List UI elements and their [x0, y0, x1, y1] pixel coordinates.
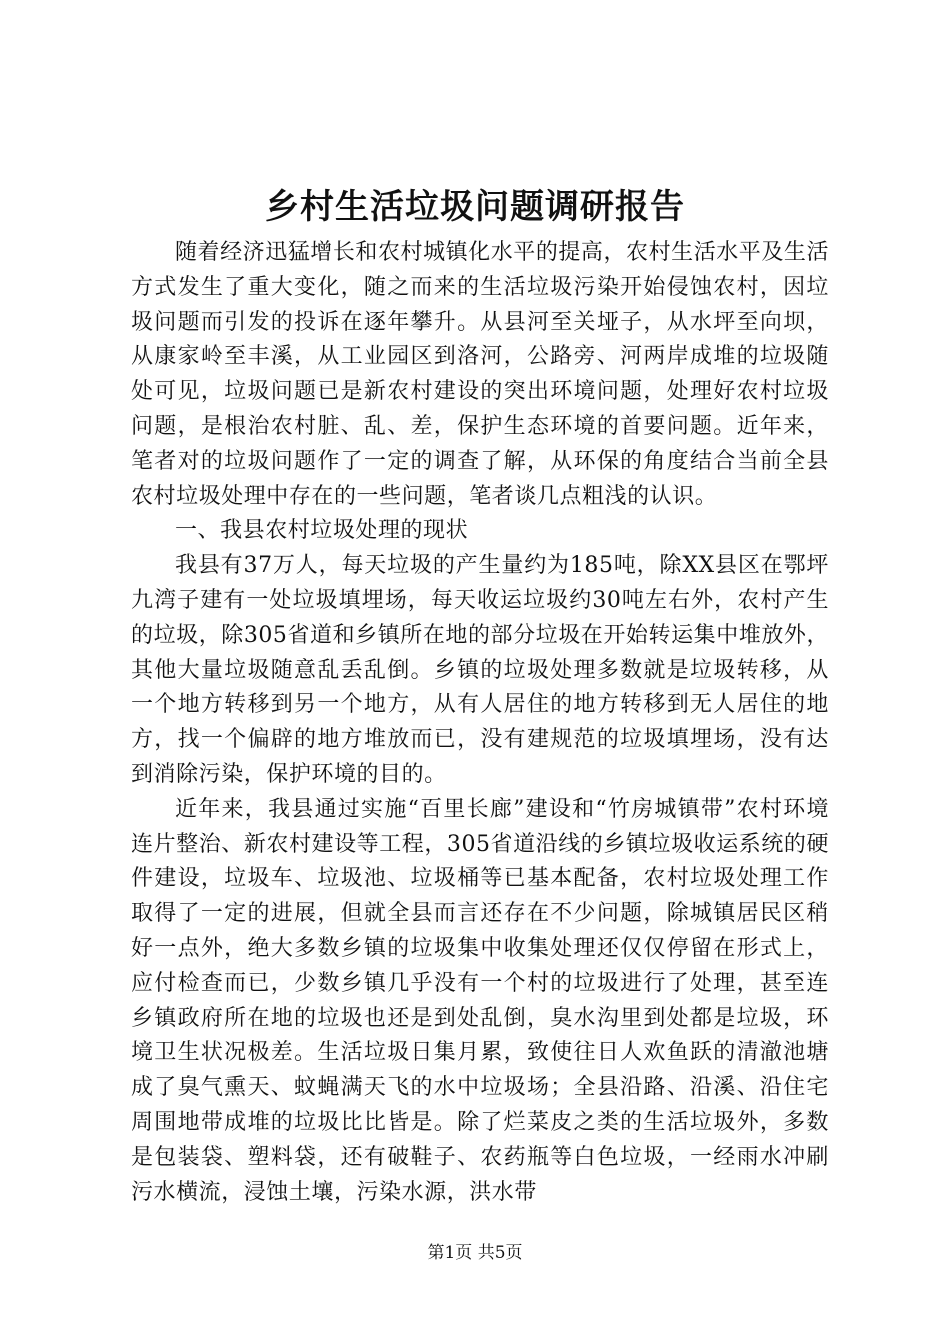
paragraph-recent-years: 近年来，我县通过实施“百里长廊”建设和“竹房城镇带”农村环境连片整治、新农村建设等工程，305省道沿线的乡镇垃圾收运系统的硬件建设，垃圾车、垃圾池、垃圾桶等已基本配备，农村垃圾处理工作取得了一定的进展，但就全县而言还存在不少问题，除城镇居民区稍好一点外，绝大多数乡镇的垃圾集中收集处理还仅仅停留在形式上，应付检查而已，少数乡镇几乎没有一个村的垃圾进行了处理，甚至连乡镇政府所在地的垃圾也还是到处乱倒，臭水沟里到处都是垃圾，环境卫生状况极差。生活垃圾日集月累，致使往日人欢鱼跃的清澈池塘成了臭气熏天、蚊蝇满天飞的水中垃圾场；全县沿路、沿溪、沿住宅周围地带成堆的垃圾比比皆是。除了烂菜皮之类的生活垃圾外，多数是包装袋、塑料袋，还有破鞋子、农药瓶等白色垃圾，一经雨水冲刷污水横流，浸蚀土壤，污染水源，洪水带 [131, 796, 829, 1205]
page-footer: 第1页 共5页 [427, 1243, 523, 1263]
document-body [131, 236, 829, 1210]
paragraph-intro: 随着经济迅猛增长和农村城镇化水平的提高，农村生活水平及生活方式发生了重大变化，随之而来的生活垃圾污染开始侵蚀农村，因垃圾问题而引发的投诉在逐年攀升。从县河至关垭子，从水坪至向坝，从康家岭至丰溪，从工业园区到洛河，公路旁、河两岸成堆的垃圾随处可见，垃圾问题已是新农村建设的突出环境问题，处理好农村垃圾问题，是根治农村脏、乱、差，保护生态环境的首要问题。近年来，笔者对的垃圾问题作了一定的调查了解，从环保的角度结合当前全县农村垃圾处理中存在的一些问题，笔者谈几点粗浅的认识。 [131, 240, 829, 509]
section-heading-status: 一、我县农村垃圾处理的现状 [175, 518, 469, 544]
document-title: 乡村生活垃圾问题调研报告 [265, 187, 685, 227]
paragraph-status: 我县有37万人，每天垃圾的产生量约为185吨，除XX县区在鄂坪九湾子建有一处垃圾填埋场，每天收运垃圾约30吨左右外，农村产生的垃圾，除305省道和乡镇所在地的部分垃圾在开始转运集中堆放外，其他大量垃圾随意乱丢乱倒。乡镇的垃圾处理多数就是垃圾转移，从一个地方转移到另一个地方，从有人居住的地方转移到无人居住的地方，找一个偏辟的地方堆放而已，没有建规范的垃圾填埋场，没有达到消除污染，保护环境的目的。 [131, 553, 829, 787]
